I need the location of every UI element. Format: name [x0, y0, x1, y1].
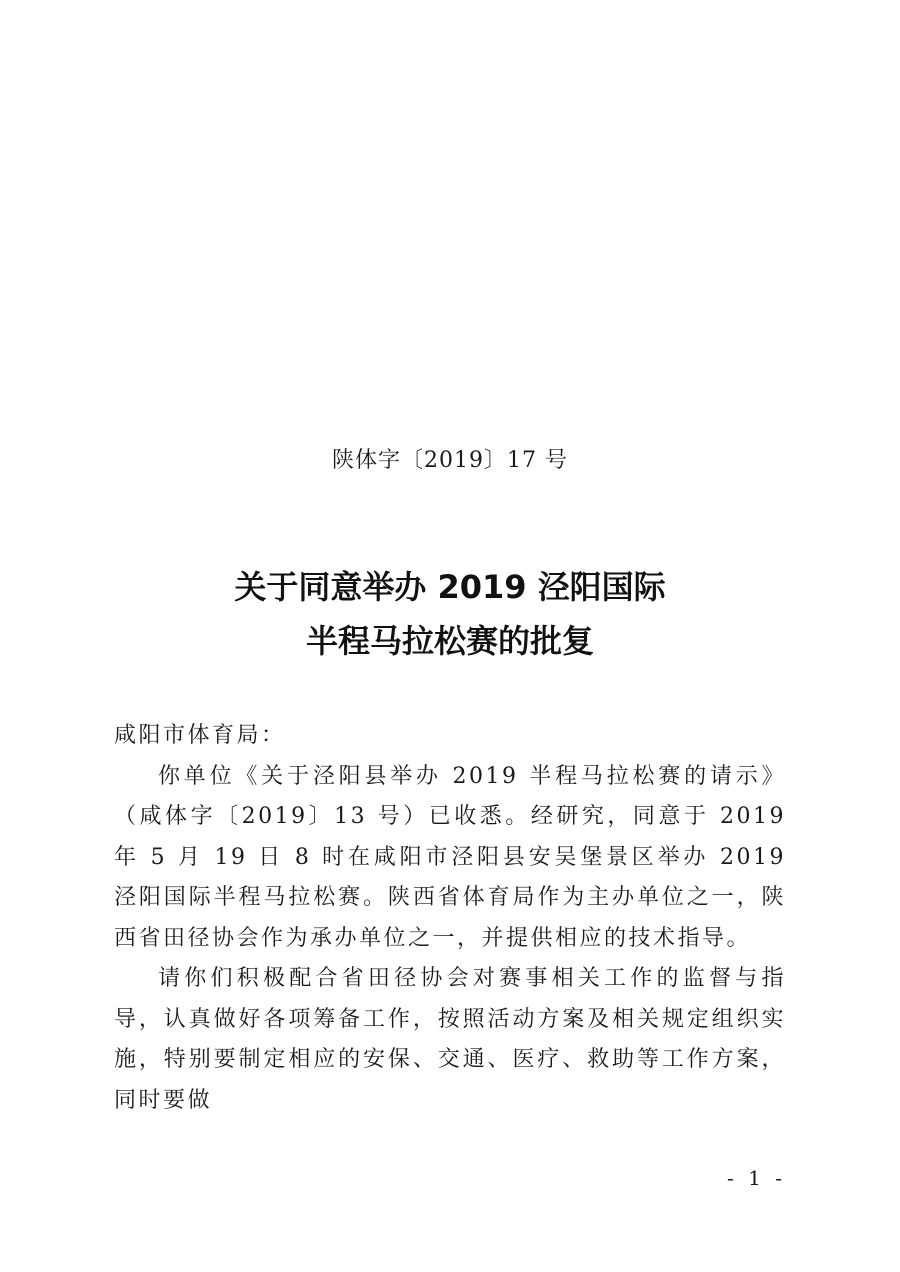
paragraph-2: 请你们积极配合省田径协会对赛事相关工作的监督与指导，认真做好各项筹备工作，按照活动方案及相关规定组织实施，特别要制定相应的安保、交通、医疗、救助等工作方案，同时要做	[114, 966, 786, 1113]
page-number: - 1 -	[727, 1166, 786, 1190]
title-line-1: 关于同意举办 2019 泾阳国际	[234, 568, 666, 606]
document-number: 陕体字〔2019〕17 号	[332, 448, 568, 473]
paragraph-1: 你单位《关于泾阳县举办 2019 半程马拉松赛的请示》（咸体字〔2019〕13 号）已收悉。经研究，同意于 2019 年 5 月 19 日 8 时在咸阳市泾阳县安吴堡景区举办 2019 泾阳国际半程马拉松赛。陕西省体育局作为主办单位之一，陕西省田径协会作为承办单位之一，并提供相应的技术指导。	[114, 763, 786, 951]
title-line-2: 半程马拉松赛的批复	[305, 622, 594, 660]
document-title	[0, 560, 900, 668]
salutation: 咸阳市体育局：	[114, 723, 286, 748]
document-body	[114, 716, 786, 1121]
